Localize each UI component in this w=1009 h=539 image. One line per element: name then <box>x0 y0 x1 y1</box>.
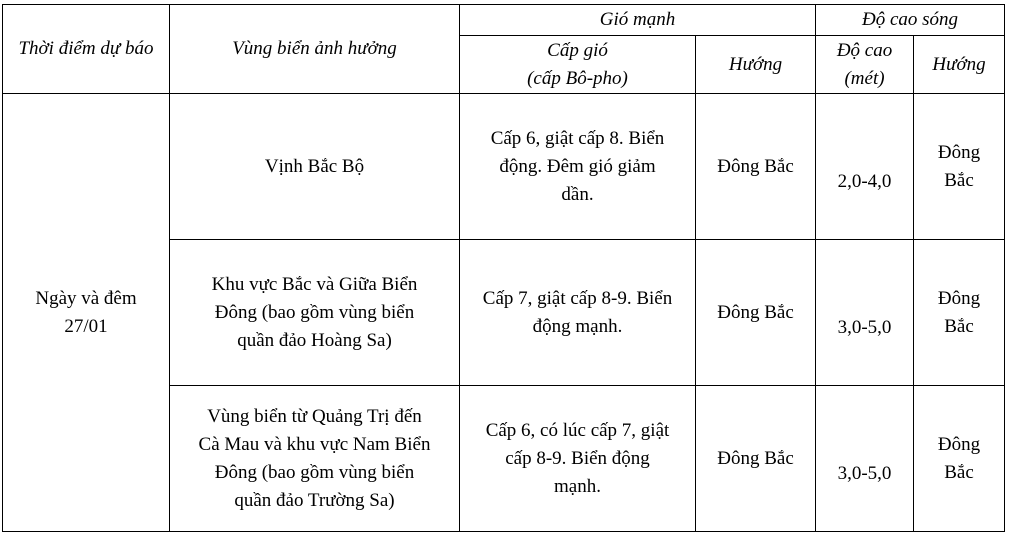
header-wind-level-line2: (cấp Bô-pho) <box>527 67 628 89</box>
wind-level-cell <box>460 386 696 532</box>
wave-direction-line: Bắc <box>944 461 974 483</box>
header-strong-wind <box>460 5 816 36</box>
header-forecast-time-label: Thời điểm dự báo <box>18 38 154 59</box>
wave-direction-line: Đông <box>937 141 981 163</box>
header-height-meters <box>816 36 914 94</box>
wave-direction-line: Bắc <box>944 315 974 337</box>
wind-level-cell <box>460 94 696 240</box>
wind-level-line: Cấp 6, giật cấp 8. Biển <box>490 127 665 149</box>
wind-level-line: mạnh. <box>554 475 601 497</box>
header-wave-height-label: Độ cao sóng <box>861 9 959 30</box>
region-cell <box>170 240 460 386</box>
wave-direction-cell <box>914 240 1005 386</box>
region-line: quần đảo Trường Sa) <box>234 489 395 511</box>
header-wind-level-line1: Cấp gió <box>547 39 608 61</box>
header-forecast-time <box>3 5 170 94</box>
wave-height-cell <box>816 386 914 532</box>
forecast-table <box>2 4 1005 532</box>
region-line: Vịnh Bắc Bộ <box>264 155 365 177</box>
forecast-time-cell <box>3 94 170 532</box>
header-affected-region <box>170 5 460 94</box>
header-wave-direction <box>914 36 1005 94</box>
wind-level-line: dần. <box>561 183 594 205</box>
wind-direction-value: Đông Bắc <box>717 155 794 177</box>
header-height-line1: Độ cao <box>836 39 893 61</box>
header-wave-direction-label: Hướng <box>932 53 986 75</box>
header-strong-wind-label: Gió mạnh <box>599 9 676 30</box>
wind-level-cell <box>460 240 696 386</box>
header-affected-region-label: Vùng biển ảnh hưởng <box>232 38 397 59</box>
region-line: Khu vực Bắc và Giữa Biển <box>211 273 418 295</box>
region-line: quần đảo Hoàng Sa) <box>237 329 392 351</box>
region-line: Đông (bao gồm vùng biển <box>214 461 415 483</box>
wind-direction-cell <box>696 386 816 532</box>
wind-level-line: động. Đêm gió giảm <box>499 155 656 177</box>
region-cell <box>170 94 460 240</box>
header-wind-direction-label: Hướng <box>728 53 783 75</box>
wind-level-line: cấp 8-9. Biển động <box>505 447 650 469</box>
header-wind-direction <box>696 36 816 94</box>
region-line: Đông (bao gồm vùng biển <box>214 301 415 323</box>
wave-height-value: 3,0-5,0 <box>837 316 892 338</box>
wind-direction-cell <box>696 94 816 240</box>
wave-direction-line: Đông <box>937 433 981 455</box>
wave-direction-cell <box>914 94 1005 240</box>
wind-level-line: Cấp 6, có lúc cấp 7, giật <box>485 419 670 441</box>
header-wind-level <box>460 36 696 94</box>
wave-direction-cell <box>914 386 1005 532</box>
region-line: Vùng biển từ Quảng Trị đến <box>207 405 422 427</box>
wave-height-cell <box>816 94 914 240</box>
wave-height-cell <box>816 240 914 386</box>
wind-direction-value: Đông Bắc <box>717 447 794 469</box>
wind-direction-cell <box>696 240 816 386</box>
wave-height-value: 3,0-5,0 <box>837 462 892 484</box>
wind-direction-value: Đông Bắc <box>717 301 794 323</box>
wave-direction-line: Đông <box>937 287 981 309</box>
wave-height-value: 2,0-4,0 <box>837 170 892 192</box>
table-row <box>3 94 1005 240</box>
wind-level-line: động mạnh. <box>532 315 623 337</box>
forecast-time-line1: Ngày và đêm <box>35 287 137 309</box>
wind-level-line: Cấp 7, giật cấp 8-9. Biển <box>482 287 673 309</box>
wave-direction-line: Bắc <box>944 169 974 191</box>
header-height-line2: (mét) <box>844 67 885 89</box>
header-wave-height <box>816 5 1005 36</box>
forecast-time-line2: 27/01 <box>64 315 108 337</box>
region-cell <box>170 386 460 532</box>
region-line: Cà Mau và khu vực Nam Biển <box>198 433 431 455</box>
